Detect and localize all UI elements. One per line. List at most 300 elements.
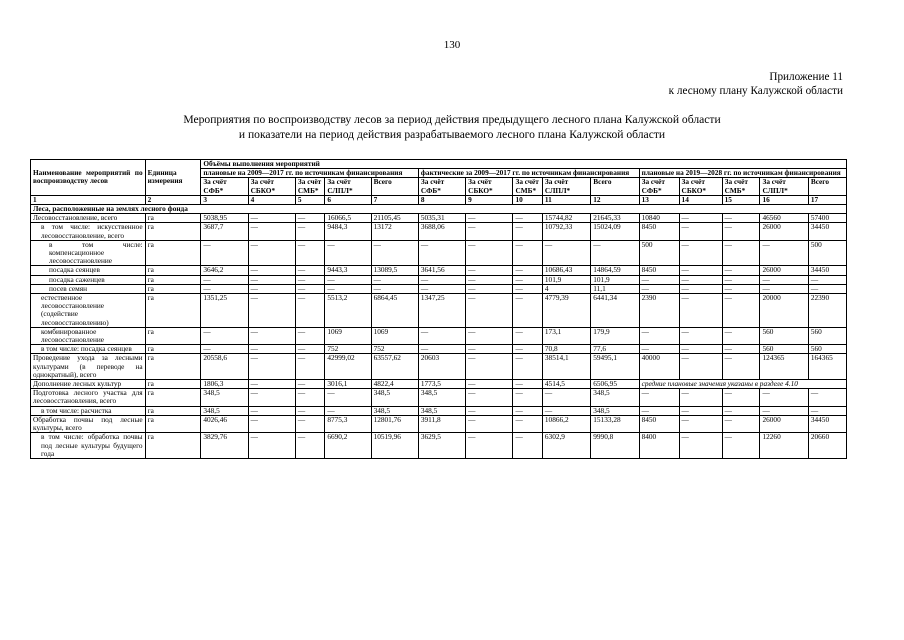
value-cell: 752 <box>371 345 418 354</box>
header-volumes: Объёмы выполнения мероприятий <box>201 160 847 169</box>
row-name-cell: в том числе: искусственное лесовосстановление, всего <box>31 223 146 240</box>
row-unit-cell: га <box>145 415 201 432</box>
value-cell: — <box>760 284 808 293</box>
value-cell: 1351,25 <box>201 294 248 328</box>
value-cell: — <box>722 284 760 293</box>
column-number-cell: 10 <box>513 195 542 204</box>
value-cell: — <box>248 240 295 266</box>
value-cell: — <box>513 389 542 406</box>
value-cell: 70,8 <box>542 345 590 354</box>
column-number-cell: 16 <box>760 195 808 204</box>
value-cell: — <box>722 214 760 223</box>
value-cell: 5038,95 <box>201 214 248 223</box>
value-cell: — <box>201 284 248 293</box>
value-cell: 8775,3 <box>325 415 371 432</box>
value-cell: — <box>466 223 513 240</box>
value-cell: 15024,09 <box>591 223 639 240</box>
value-cell: — <box>466 214 513 223</box>
value-cell: — <box>466 327 513 344</box>
header-group-actual: фактические за 2009—2017 гг. по источникам финансирования <box>418 169 639 178</box>
value-cell: — <box>248 275 295 284</box>
value-cell: 560 <box>808 327 846 344</box>
value-cell: — <box>248 380 295 389</box>
row-name-cell: Подготовка лесного участка для лесовосстановления, всего <box>31 389 146 406</box>
value-cell: 1069 <box>325 327 371 344</box>
value-cell: — <box>248 389 295 406</box>
value-cell: 560 <box>808 345 846 354</box>
value-cell: — <box>639 284 679 293</box>
value-cell: — <box>201 345 248 354</box>
header-source-cell: За счёт СБКО* <box>466 178 513 195</box>
value-cell: 8400 <box>639 433 679 459</box>
header-source-cell: За счёт СЛПЛ* <box>760 178 808 195</box>
value-cell: — <box>295 415 324 432</box>
value-cell: — <box>722 294 760 328</box>
value-cell: 500 <box>639 240 679 266</box>
value-cell: 63557,62 <box>371 354 418 380</box>
row-name-cell: естественное лесовосстановление (содействие лесовосстановлению) <box>31 294 146 328</box>
value-cell: — <box>325 406 371 415</box>
value-cell: 3829,76 <box>201 433 248 459</box>
value-cell: — <box>466 284 513 293</box>
value-cell: 1773,5 <box>418 380 465 389</box>
section-title: Леса, расположенные на землях лесного фонда <box>31 205 847 214</box>
value-cell: 10866,2 <box>542 415 590 432</box>
value-cell: — <box>513 380 542 389</box>
value-cell: 34450 <box>808 415 846 432</box>
value-cell: — <box>542 406 590 415</box>
value-cell: 13172 <box>371 223 418 240</box>
value-cell: — <box>248 406 295 415</box>
document-title <box>0 112 904 142</box>
value-cell: 15744,82 <box>542 214 590 223</box>
row-name-cell: в том числе: компенсационное лесовосстановление <box>31 240 146 266</box>
row-note-cell: средние плановые значения указаны в разделе 4.10 <box>639 380 846 389</box>
value-cell: 179,9 <box>591 327 639 344</box>
header-source-cell: За счёт СФБ* <box>201 178 248 195</box>
row-unit-cell: га <box>145 214 201 223</box>
value-cell: — <box>295 275 324 284</box>
value-cell: — <box>248 327 295 344</box>
value-cell: — <box>679 389 722 406</box>
value-cell: — <box>591 240 639 266</box>
value-cell: 11,1 <box>591 284 639 293</box>
header-source-cell: За счёт СБКО* <box>248 178 295 195</box>
column-number-cell: 7 <box>371 195 418 204</box>
value-cell: — <box>722 327 760 344</box>
value-cell: 4026,46 <box>201 415 248 432</box>
value-cell: — <box>325 240 371 266</box>
value-cell: — <box>639 345 679 354</box>
value-cell: 4822,4 <box>371 380 418 389</box>
value-cell: 12801,76 <box>371 415 418 432</box>
value-cell: — <box>679 294 722 328</box>
page-number: 130 <box>443 39 461 51</box>
value-cell: — <box>722 354 760 380</box>
value-cell: — <box>542 389 590 406</box>
value-cell: — <box>760 240 808 266</box>
value-cell: — <box>295 406 324 415</box>
table-row <box>31 284 847 293</box>
column-number-cell: 2 <box>145 195 201 204</box>
value-cell: — <box>722 415 760 432</box>
value-cell: — <box>418 327 465 344</box>
reforestation-table <box>30 159 847 459</box>
value-cell: — <box>760 389 808 406</box>
value-cell: — <box>679 354 722 380</box>
value-cell: 4779,39 <box>542 294 590 328</box>
value-cell: — <box>325 275 371 284</box>
value-cell: 3641,56 <box>418 266 465 275</box>
column-number-cell: 13 <box>639 195 679 204</box>
header-group-planned-next: плановые на 2019—2028 гг. по источникам финансирования <box>639 169 846 178</box>
value-cell: 16066,5 <box>325 214 371 223</box>
row-unit-cell: га <box>145 354 201 380</box>
value-cell: 8450 <box>639 415 679 432</box>
value-cell: 164365 <box>808 354 846 380</box>
value-cell: 9443,3 <box>325 266 371 275</box>
value-cell: 10792,33 <box>542 223 590 240</box>
value-cell: 6441,34 <box>591 294 639 328</box>
value-cell: — <box>513 294 542 328</box>
value-cell: — <box>371 275 418 284</box>
value-cell: 560 <box>760 345 808 354</box>
value-cell: 3016,1 <box>325 380 371 389</box>
value-cell: 26000 <box>760 415 808 432</box>
value-cell: — <box>466 275 513 284</box>
table-row <box>31 327 847 344</box>
row-unit-cell: га <box>145 223 201 240</box>
value-cell: — <box>371 240 418 266</box>
value-cell: 500 <box>808 240 846 266</box>
value-cell: 124365 <box>760 354 808 380</box>
value-cell: 10840 <box>639 214 679 223</box>
value-cell: — <box>722 275 760 284</box>
header-source-cell: Всего <box>591 178 639 195</box>
value-cell: — <box>722 389 760 406</box>
value-cell: — <box>295 389 324 406</box>
header-source-cell: За счёт СМБ* <box>513 178 542 195</box>
value-cell: — <box>248 266 295 275</box>
value-cell: 10519,96 <box>371 433 418 459</box>
row-name-cell: в том числе: посадка сеянцев <box>31 345 146 354</box>
value-cell: — <box>466 433 513 459</box>
value-cell: — <box>325 284 371 293</box>
value-cell: — <box>679 266 722 275</box>
header-source-cell: За счёт СФБ* <box>418 178 465 195</box>
value-cell: — <box>679 327 722 344</box>
value-cell: — <box>295 294 324 328</box>
value-cell: 9990,8 <box>591 433 639 459</box>
value-cell: — <box>722 240 760 266</box>
value-cell: — <box>371 284 418 293</box>
row-name-cell: Лесовосстановление, всего <box>31 214 146 223</box>
column-number-row <box>31 195 847 204</box>
value-cell: — <box>295 433 324 459</box>
table-row <box>31 214 847 223</box>
value-cell: — <box>679 275 722 284</box>
value-cell: 20000 <box>760 294 808 328</box>
value-cell: 348,5 <box>371 406 418 415</box>
value-cell: — <box>295 284 324 293</box>
value-cell: — <box>201 240 248 266</box>
row-unit-cell: га <box>145 284 201 293</box>
value-cell: 560 <box>760 327 808 344</box>
value-cell: — <box>722 345 760 354</box>
header-source-cell: За счёт СМБ* <box>722 178 760 195</box>
value-cell: 38514,1 <box>542 354 590 380</box>
value-cell: 3687,7 <box>201 223 248 240</box>
header-group-planned-prev: плановые на 2009—2017 гг. по источникам финансирования <box>201 169 419 178</box>
header-row-1 <box>31 160 847 169</box>
value-cell: 15133,28 <box>591 415 639 432</box>
value-cell: 4514,5 <box>542 380 590 389</box>
value-cell: — <box>466 380 513 389</box>
value-cell: — <box>513 415 542 432</box>
appendix-line-1: Приложение 11 <box>769 71 843 83</box>
value-cell: — <box>295 266 324 275</box>
row-unit-cell: га <box>145 327 201 344</box>
column-number-cell: 1 <box>31 195 146 204</box>
value-cell: — <box>466 389 513 406</box>
value-cell: 14864,59 <box>591 266 639 275</box>
value-cell: — <box>201 327 248 344</box>
table-row <box>31 380 847 389</box>
value-cell: 1069 <box>371 327 418 344</box>
value-cell: — <box>513 223 542 240</box>
value-cell: — <box>808 284 846 293</box>
value-cell: — <box>466 266 513 275</box>
row-name-cell: в том числе: обработка почвы под лесные культуры будущего года <box>31 433 146 459</box>
value-cell: 348,5 <box>201 406 248 415</box>
value-cell: — <box>466 406 513 415</box>
value-cell: — <box>295 380 324 389</box>
table-row <box>31 294 847 328</box>
value-cell: — <box>295 327 324 344</box>
row-unit-cell: га <box>145 345 201 354</box>
column-number-cell: 9 <box>466 195 513 204</box>
value-cell: — <box>513 284 542 293</box>
value-cell: 752 <box>325 345 371 354</box>
value-cell: 57400 <box>808 214 846 223</box>
value-cell: 46560 <box>760 214 808 223</box>
value-cell: — <box>513 406 542 415</box>
value-cell: — <box>679 415 722 432</box>
value-cell: — <box>295 345 324 354</box>
table-row <box>31 223 847 240</box>
value-cell: — <box>679 240 722 266</box>
value-cell: — <box>760 275 808 284</box>
column-number-cell: 17 <box>808 195 846 204</box>
value-cell: — <box>201 275 248 284</box>
column-number-cell: 3 <box>201 195 248 204</box>
value-cell: — <box>679 433 722 459</box>
value-cell: 10686,43 <box>542 266 590 275</box>
value-cell: 42999,02 <box>325 354 371 380</box>
value-cell: — <box>248 345 295 354</box>
value-cell: 22390 <box>808 294 846 328</box>
value-cell: 12260 <box>760 433 808 459</box>
row-name-cell: посев семян <box>31 284 146 293</box>
section-row <box>31 205 847 214</box>
value-cell: — <box>722 266 760 275</box>
header-source-cell: За счёт СЛПЛ* <box>542 178 590 195</box>
header-source-cell: Всего <box>371 178 418 195</box>
row-name-cell: Дополнение лесных культур <box>31 380 146 389</box>
header-name: Наименование мероприятий по воспроизводству лесов <box>31 160 146 196</box>
value-cell: — <box>722 433 760 459</box>
value-cell: 348,5 <box>371 389 418 406</box>
header-source-cell: За счёт СФБ* <box>639 178 679 195</box>
value-cell: 3629,5 <box>418 433 465 459</box>
value-cell: — <box>418 284 465 293</box>
value-cell: 59495,1 <box>591 354 639 380</box>
row-unit-cell: га <box>145 389 201 406</box>
value-cell: 5035,31 <box>418 214 465 223</box>
value-cell: — <box>466 294 513 328</box>
value-cell: 101,9 <box>591 275 639 284</box>
title-line-2: и показатели на период действия разрабатываемого лесного плана Калужской области <box>238 128 666 141</box>
title-line-1: Мероприятия по воспроизводству лесов за период действия предыдущего лесного плана Калужской области <box>183 113 721 126</box>
table-row <box>31 406 847 415</box>
header-source-cell: Всего <box>808 178 846 195</box>
value-cell: — <box>466 240 513 266</box>
value-cell: — <box>679 214 722 223</box>
row-name-cell: посадка сеянцев <box>31 266 146 275</box>
header-source-cell: За счёт СБКО* <box>679 178 722 195</box>
row-unit-cell: га <box>145 406 201 415</box>
column-number-cell: 8 <box>418 195 465 204</box>
value-cell: — <box>466 415 513 432</box>
table-row <box>31 240 847 266</box>
value-cell: — <box>248 284 295 293</box>
row-name-cell: Обработка почвы под лесные культуры, всего <box>31 415 146 432</box>
value-cell: — <box>542 240 590 266</box>
table-row <box>31 275 847 284</box>
row-unit-cell: га <box>145 266 201 275</box>
value-cell: 1806,3 <box>201 380 248 389</box>
column-number-cell: 5 <box>295 195 324 204</box>
row-unit-cell: га <box>145 294 201 328</box>
value-cell: — <box>679 284 722 293</box>
value-cell: 21645,33 <box>591 214 639 223</box>
value-cell: — <box>679 223 722 240</box>
value-cell: — <box>248 354 295 380</box>
value-cell: — <box>418 240 465 266</box>
value-cell: 2390 <box>639 294 679 328</box>
value-cell: — <box>639 327 679 344</box>
table-row <box>31 266 847 275</box>
value-cell: 173,1 <box>542 327 590 344</box>
header-source-cell: За счёт СЛПЛ* <box>325 178 371 195</box>
value-cell: — <box>295 240 324 266</box>
value-cell: 8450 <box>639 266 679 275</box>
value-cell: — <box>248 294 295 328</box>
value-cell: 1347,25 <box>418 294 465 328</box>
value-cell: 6864,45 <box>371 294 418 328</box>
value-cell: 3688,06 <box>418 223 465 240</box>
table-row <box>31 415 847 432</box>
value-cell: — <box>808 389 846 406</box>
column-number-cell: 15 <box>722 195 760 204</box>
value-cell: 4 <box>542 284 590 293</box>
value-cell: 13089,5 <box>371 266 418 275</box>
table-row <box>31 345 847 354</box>
value-cell: — <box>248 214 295 223</box>
table-row <box>31 433 847 459</box>
value-cell: 3646,2 <box>201 266 248 275</box>
value-cell: — <box>679 406 722 415</box>
value-cell: 21105,45 <box>371 214 418 223</box>
value-cell: — <box>248 223 295 240</box>
row-unit-cell: га <box>145 240 201 266</box>
value-cell: — <box>808 406 846 415</box>
value-cell: 5513,2 <box>325 294 371 328</box>
value-cell: 8450 <box>639 223 679 240</box>
value-cell: — <box>639 275 679 284</box>
value-cell: 77,6 <box>591 345 639 354</box>
value-cell: 34450 <box>808 223 846 240</box>
value-cell: — <box>248 415 295 432</box>
value-cell: — <box>295 354 324 380</box>
value-cell: 40000 <box>639 354 679 380</box>
value-cell: — <box>722 406 760 415</box>
value-cell: 20603 <box>418 354 465 380</box>
column-number-cell: 12 <box>591 195 639 204</box>
appendix-line-2: к лесному плану Калужской области <box>668 85 843 97</box>
value-cell: 348,5 <box>591 389 639 406</box>
value-cell: — <box>639 389 679 406</box>
value-cell: — <box>513 345 542 354</box>
value-cell: — <box>513 275 542 284</box>
value-cell: — <box>513 240 542 266</box>
column-number-cell: 11 <box>542 195 590 204</box>
row-unit-cell: га <box>145 433 201 459</box>
appendix-caption <box>669 70 843 98</box>
value-cell: 101,9 <box>542 275 590 284</box>
value-cell: 6690,2 <box>325 433 371 459</box>
value-cell: 20558,6 <box>201 354 248 380</box>
value-cell: 6302,9 <box>542 433 590 459</box>
column-number-cell: 6 <box>325 195 371 204</box>
table-row <box>31 354 847 380</box>
value-cell: — <box>513 327 542 344</box>
value-cell: 348,5 <box>418 389 465 406</box>
value-cell: 34450 <box>808 266 846 275</box>
row-name-cell: в том числе: расчистка <box>31 406 146 415</box>
row-name-cell: Проведение ухода за лесными культурами (в переводе на однократный), всего <box>31 354 146 380</box>
value-cell: 348,5 <box>418 406 465 415</box>
value-cell: 26000 <box>760 266 808 275</box>
value-cell: 3911,8 <box>418 415 465 432</box>
header-source-cell: За счёт СМБ* <box>295 178 324 195</box>
value-cell: — <box>639 406 679 415</box>
table-row <box>31 389 847 406</box>
value-cell: — <box>679 345 722 354</box>
value-cell: — <box>513 266 542 275</box>
value-cell: — <box>513 214 542 223</box>
row-unit-cell: га <box>145 380 201 389</box>
value-cell: — <box>248 433 295 459</box>
value-cell: — <box>418 275 465 284</box>
value-cell: 26000 <box>760 223 808 240</box>
value-cell: — <box>325 389 371 406</box>
value-cell: 348,5 <box>201 389 248 406</box>
header-unit: Единица измерения <box>145 160 201 196</box>
row-unit-cell: га <box>145 275 201 284</box>
value-cell: — <box>466 354 513 380</box>
value-cell: — <box>295 223 324 240</box>
